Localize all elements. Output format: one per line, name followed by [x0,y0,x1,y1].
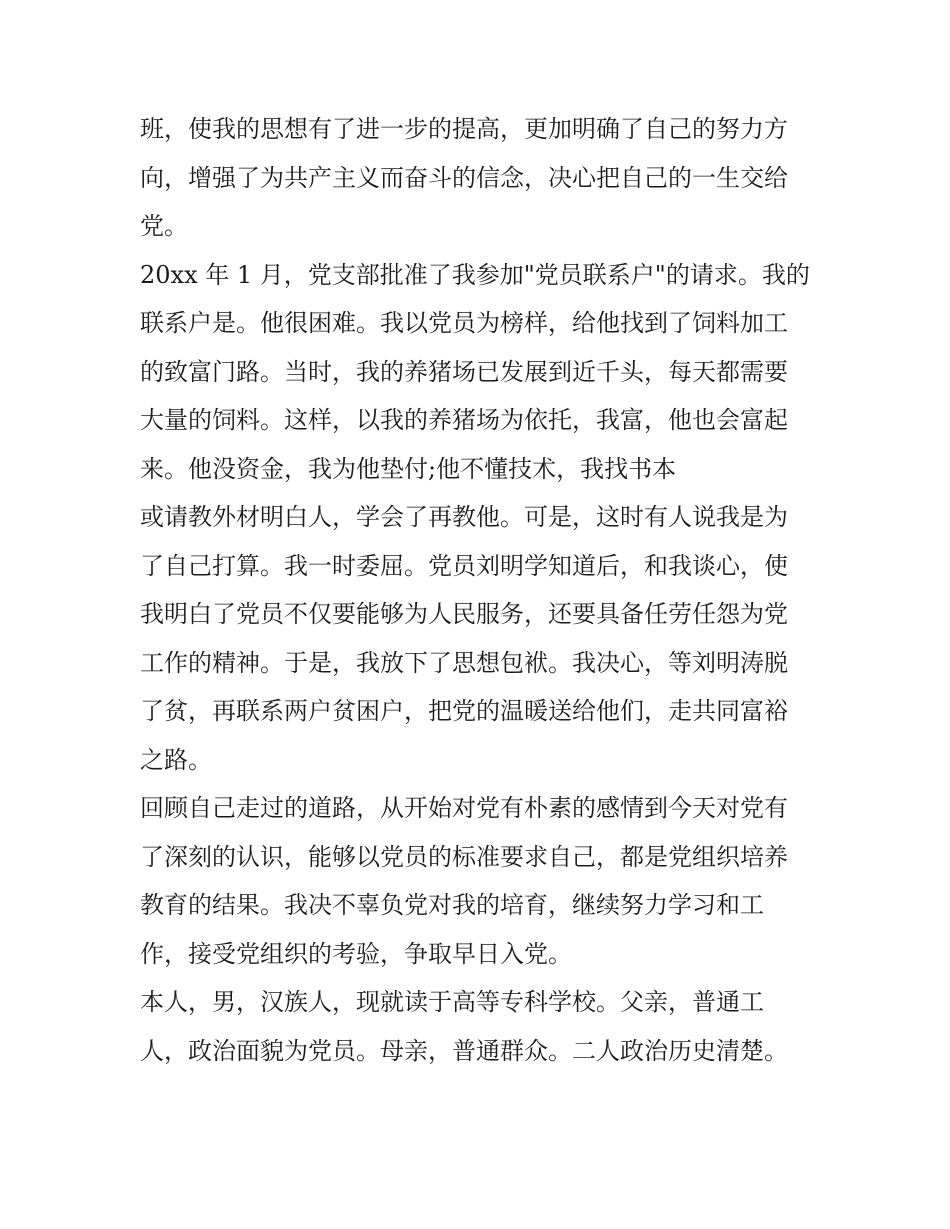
text-line: 之路。 [140,745,212,774]
text-line: 回顾自己走过的道路，从开始对党有朴素的感情到今天对党有 [140,794,788,822]
text-line: 了贫，再联系两户贫困户，把党的温暖送给他们，走共同富裕 [140,697,788,725]
text-line: 来。他没资金，我为他垫付;他不懂技术，我找书本 [140,454,677,483]
text-line: 了自己打算。我一时委屈。党员刘明学知道后，和我谈心，使 [140,551,788,580]
text-line: 党。 [140,212,188,240]
text-line: 了深刻的认识，能够以党员的标准要求自己，都是党组织培养 [140,842,788,871]
text-line: 的致富门路。当时，我的养猪场已发展到近千头，每天都需要 [140,357,788,386]
text-line: 我明白了党员不仅要能够为人民服务，还要具备任劳任怨为党 [140,600,788,628]
text-line: 教育的结果。我决不辜负党对我的培育，继续努力学习和工 [140,891,764,919]
text-line: 作，接受党组织的考验，争取早日入党。 [140,939,572,968]
text-line: 人，政治面貌为党员。母亲，普通群众。二人政治历史清楚。 [140,1036,788,1065]
text-line: 向，增强了为共产主义而奋斗的信念，决心把自己的一生交给 [140,163,788,192]
text-line: 工作的精神。于是，我放下了思想包袱。我决心，等刘明涛脱 [140,648,788,677]
text-line: 或请教外材明白人，学会了再教他。可是，这时有人说我是为 [140,503,788,531]
document-body [140,105,840,1075]
text-line: 大量的饲料。这样，以我的养猪场为依托，我富，他也会富起 [140,406,788,434]
text-line: 本人，男，汉族人，现就读于高等专科学校。父亲，普通工 [140,988,764,1016]
text-line: 联系户是。他很困难。我以党员为榜样，给他找到了饲料加工 [140,309,788,337]
text-line: 班，使我的思想有了进一步的提高，更加明确了自己的努力方 [140,115,788,143]
text-line: 20xx 年 1 月，党支部批准了我参加"党员联系户"的请求。我的 [140,260,810,289]
